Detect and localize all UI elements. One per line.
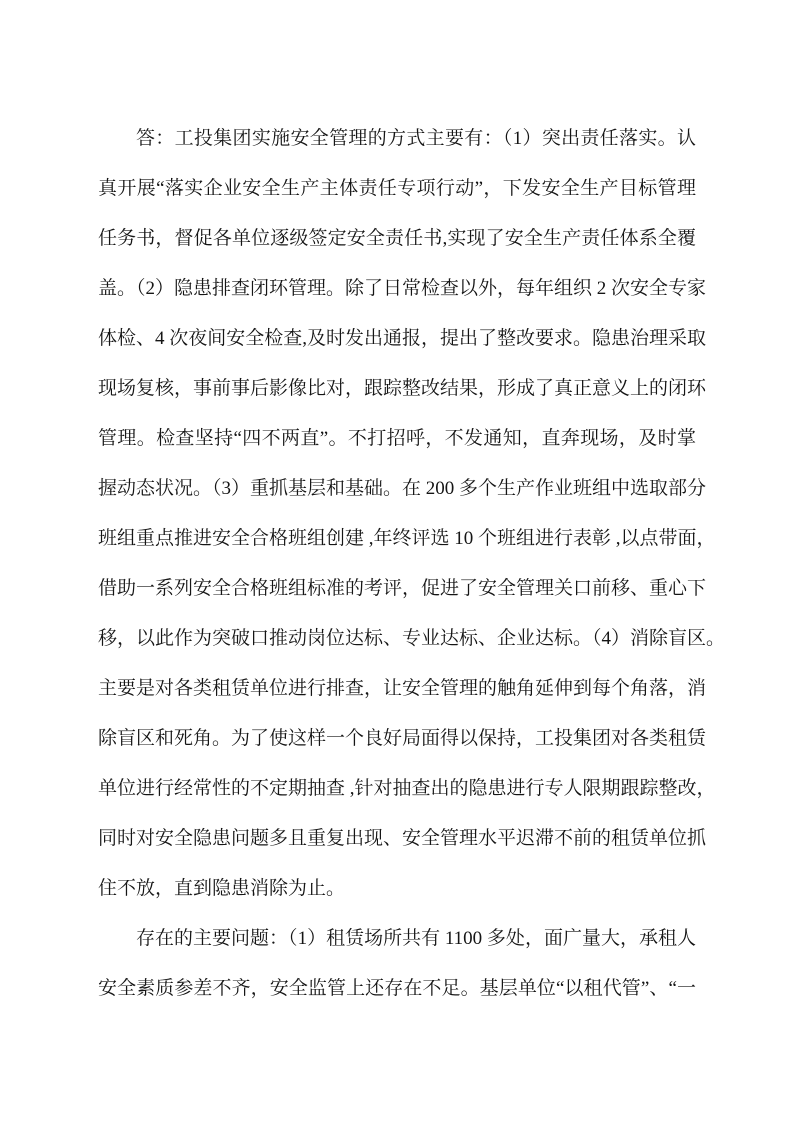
text-line: 盖。（2）隐患排查闭环管理。除了日常检查以外，每年组织 2 次安全专家 (98, 278, 707, 299)
text-line: 答：工投集团实施安全管理的方式主要有：（1）突出责任落实。认 (136, 128, 696, 149)
text-line: 同时对安全隐患问题多且重复出现、安全管理水平迟滞不前的租赁单位抓 (98, 828, 707, 849)
text-line: 借助一系列安全合格班组标准的考评，促进了安全管理关口前移、重心下 (98, 578, 707, 599)
text-line: 除盲区和死角。为了使这样一个良好局面得以保持，工投集团对各类租赁 (98, 728, 707, 749)
text-line: 握动态状况。（3）重抓基层和基础。在 200 多个生产作业班组中选取部分 (98, 478, 707, 499)
paragraph-2 (98, 914, 696, 1014)
text-line: 存在的主要问题：（1）租赁场所共有 1100 多处，面广量大，承租人 (136, 928, 696, 949)
text-line: 安全素质参差不齐，安全监管上还存在不足。基层单位“以租代管”、“一 (98, 978, 696, 999)
text-line: 现场复核，事前事后影像比对，跟踪整改结果，形成了真正意义上的闭环 (98, 378, 707, 399)
text-line: 真开展“落实企业安全生产主体责任专项行动”，下发安全生产目标管理 (98, 178, 696, 199)
text-line: 任务书，督促各单位逐级签定安全责任书,实现了安全生产责任体系全覆 (98, 228, 696, 249)
document-body (98, 114, 726, 1014)
text-line: 主要是对各类租赁单位进行排查，让安全管理的触角延伸到每个角落，消 (98, 678, 707, 699)
text-line: 住不放，直到隐患消除为止。 (98, 878, 346, 899)
text-line: 体检、4 次夜间安全检查,及时发出通报，提出了整改要求。隐患治理采取 (98, 328, 707, 349)
text-line: 管理。检查坚持“四不两直”。不打招呼，不发通知，直奔现场，及时掌 (98, 428, 696, 449)
text-line: 移，以此作为突破口推动岗位达标、专业达标、企业达标。（4）消除盲区。 (98, 628, 726, 649)
text-line: 班组重点推进安全合格班组创建 ,年终评选 10 个班组进行表彰 ,以点带面， (98, 528, 716, 549)
text-line: 单位进行经常性的不定期抽查 ,针对抽查出的隐患进行专人限期跟踪整改， (98, 778, 716, 799)
paragraph-1 (98, 114, 726, 914)
